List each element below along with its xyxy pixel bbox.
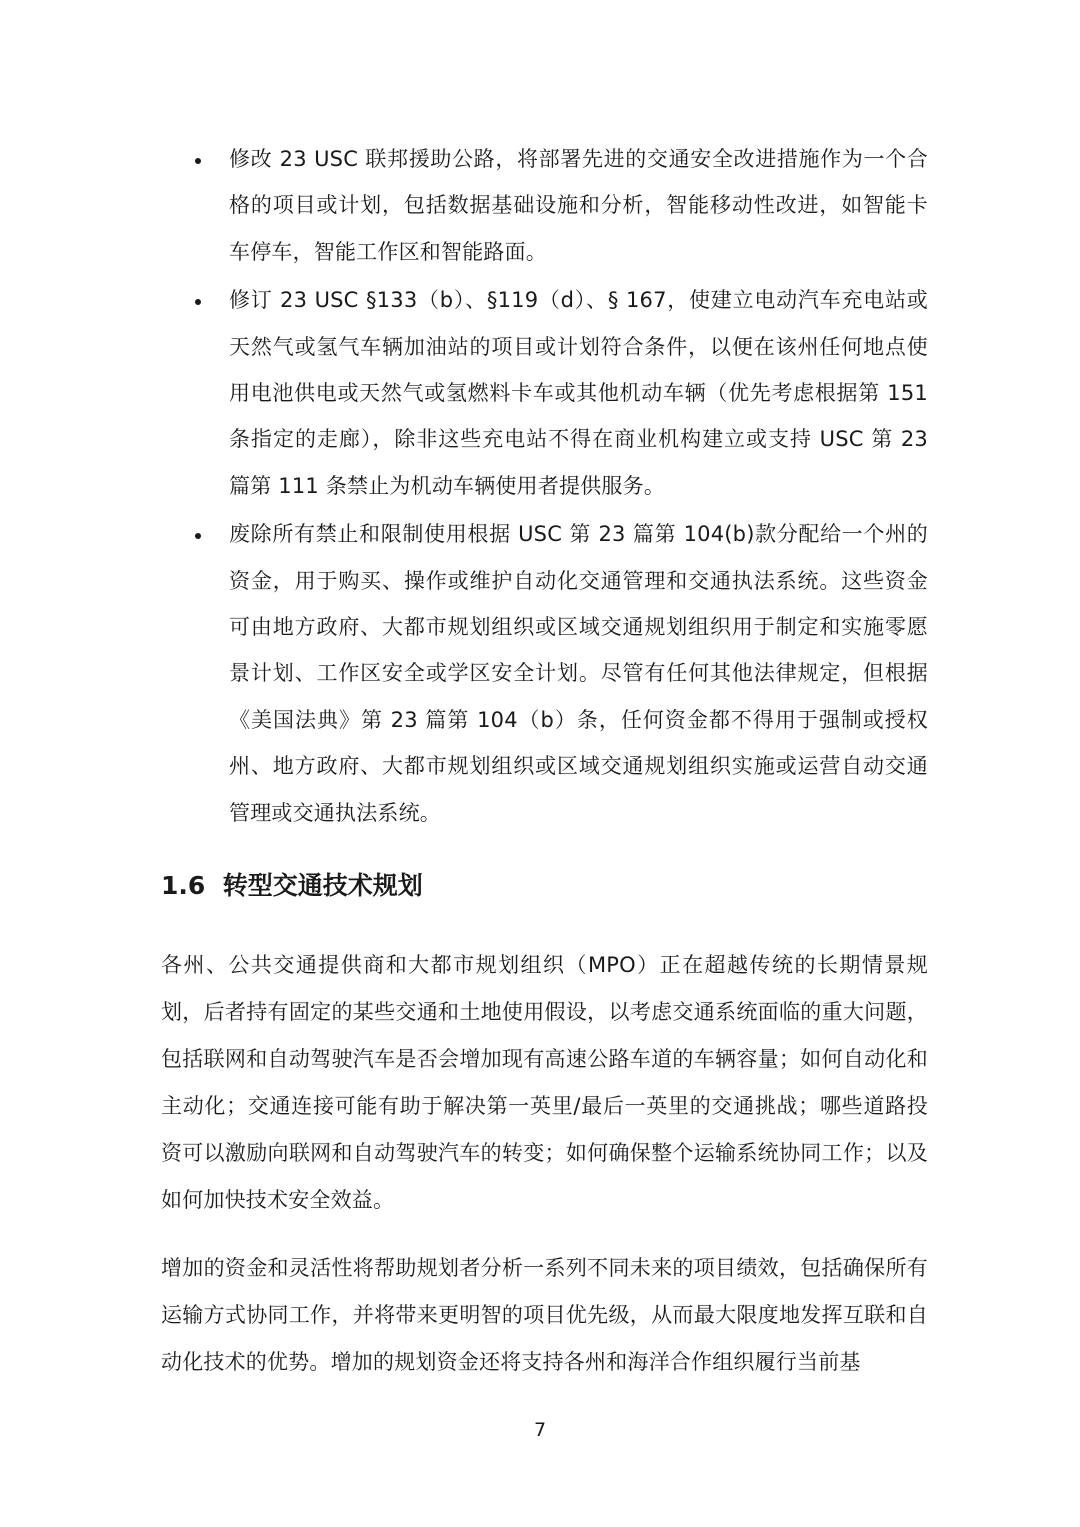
- bullet-item: [193, 277, 928, 509]
- bullet-dot-icon: [195, 158, 201, 164]
- page-number: 7: [533, 1419, 547, 1441]
- section-heading: 1.6 转型交通技术规划: [161, 871, 423, 900]
- bullet-dot-icon: [195, 533, 201, 539]
- bullet-list: [193, 136, 928, 838]
- body-paragraph: 增加的资金和灵活性将帮助规划者分析一系列不同未来的项目绩效，包括确保所有运输方式协同工作，并将带来更明智的项目优先级，从而最大限度地发挥互联和自动化技术的优势。增加的规划资金还将支持各州和海洋合作组织履行当前基: [161, 1256, 928, 1374]
- bullet-item: [193, 511, 928, 836]
- bullet-text: 修订 23 USC §133（b）、§119（d）、§ 167，使建立电动汽车充电站或天然气或氢气车辆加油站的项目或计划符合条件，以便在该州任何地点使用电池供电或天然气或氢燃料卡车或其他机动车辆（优先考虑根据第 151 条指定的走廊），除非这些充电站不得在商业机构建立或支持 USC 第 23 篇第 111 条禁止为机动车辆使用者提供服务。: [229, 288, 928, 498]
- body-paragraph: 各州、公共交通提供商和大都市规划组织（MPO）正在超越传统的长期情景规划，后者持有固定的某些交通和土地使用假设，以考虑交通系统面临的重大问题，包括联网和自动驾驶汽车是否会增加现有高速公路车道的车辆容量；如何自动化和主动化；交通连接可能有助于解决第一英里/最后一英里的交通挑战；哪些道路投资可以激励向联网和自动驾驶汽车的转变；如何确保整个运输系统协同工作；以及如何加快技术安全效益。: [161, 953, 928, 1212]
- bullet-item: [193, 136, 928, 275]
- bullet-text: 废除所有禁止和限制使用根据 USC 第 23 篇第 104(b)款分配给一个州的资金，用于购买、操作或维护自动化交通管理和交通执法系统。这些资金可由地方政府、大都市规划组织或区域交通规划组织用于制定和实施零愿景计划、工作区安全或学区安全计划。尽管有任何其他法律规定，但根据《美国法典》第 23 篇第 104（b）条，任何资金都不得用于强制或授权州、地方政府、大都市规划组织或区域交通规划组织实施或运营自动交通管理或交通执法系统。: [229, 522, 928, 825]
- bullet-text: 修改 23 USC 联邦援助公路，将部署先进的交通安全改进措施作为一个合格的项目或计划，包括数据基础设施和分析，智能移动性改进，如智能卡车停车，智能工作区和智能路面。: [229, 147, 928, 264]
- bullet-dot-icon: [195, 299, 201, 305]
